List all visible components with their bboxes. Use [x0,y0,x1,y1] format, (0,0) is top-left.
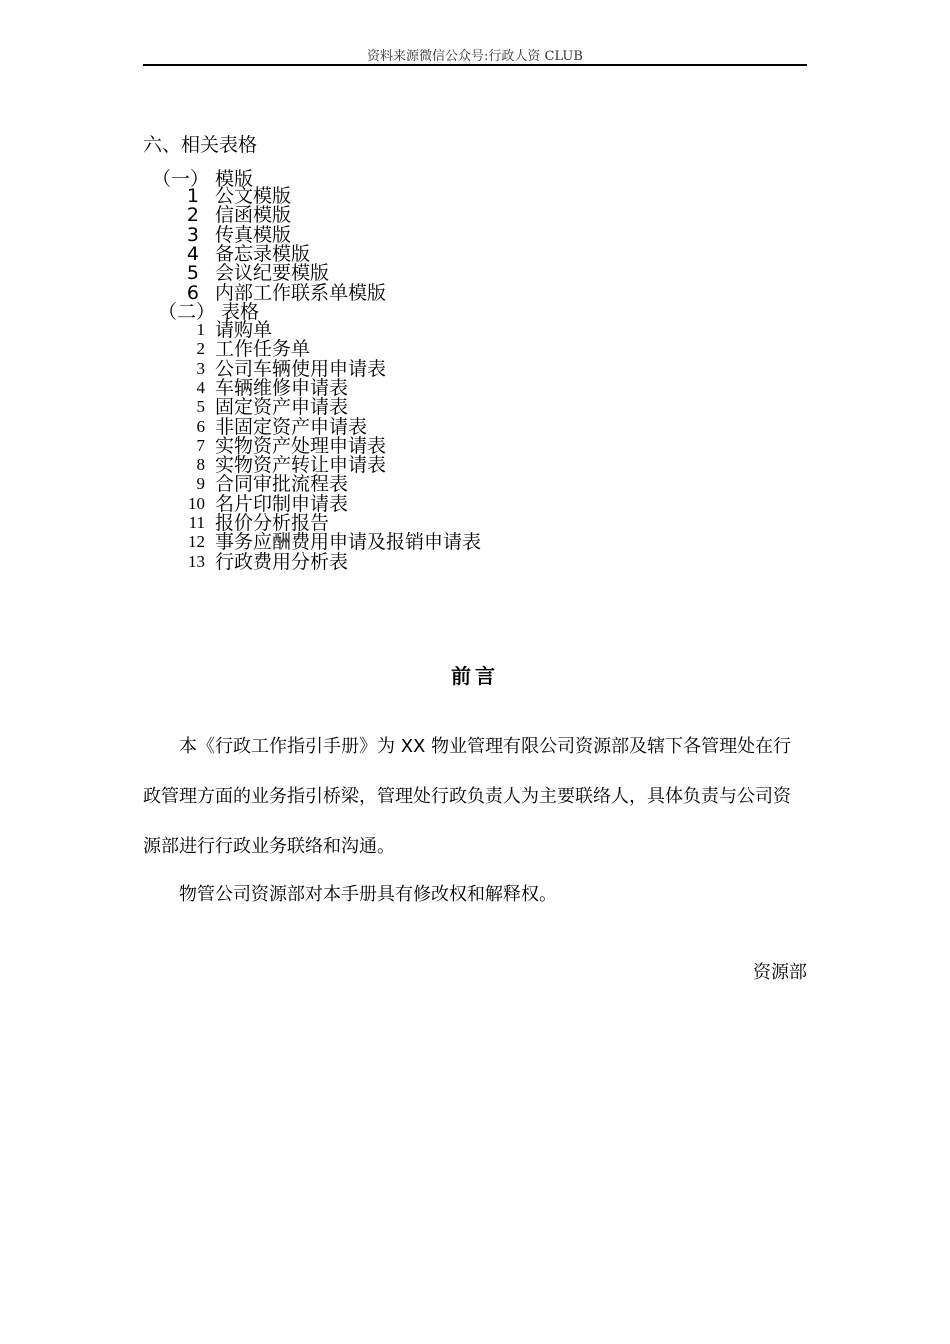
list-item-label: 公司车辆使用申请表 [215,357,387,380]
list-item-label: 信函模版 [215,204,292,227]
signature: 资源部 [753,962,807,983]
page-header: 资料来源微信公众号:行政人资 CLUB [367,49,583,64]
list-item-number: 10 [188,493,205,513]
list-item-number: 13 [188,551,205,571]
list-item-label: 会议纪要模版 [215,262,330,285]
forms-heading: （二） 表格 [158,301,260,323]
list-item-label: 合同审批流程表 [215,473,349,496]
header-divider [143,64,807,66]
list-item-label: 实物资产转让申请表 [215,454,387,477]
list-item-label: 传真模版 [215,223,292,246]
list-item-number: 6 [186,281,199,304]
list-item-number: 1 [186,185,199,207]
list-item-number: 2 [186,204,199,227]
list-item-label: 内部工作联系单模版 [215,281,387,304]
list-item-label: 非固定资产申请表 [215,415,368,438]
list-item-label: 事务应酬费用申请及报销申请表 [215,531,482,554]
list-item-label: 请购单 [215,319,273,341]
preface-rights-paragraph: 物管公司资源部对本手册具有修改权和解释权。 [179,884,557,905]
list-item-number: 4 [196,377,205,397]
list-item-number: 3 [186,223,199,246]
list-item-number: 8 [196,455,205,475]
list-item-number: 7 [196,435,205,455]
list-item-number: 3 [196,358,205,378]
list-item-number: 9 [196,474,205,494]
preface-paragraph: 本《行政工作指引手册》为 XX 物业管理有限公司资源部及辖下各管理处在行政管理方面的业务指引桥梁，管理处行政负责人为主要联络人，具体负责与公司资源部进行行政业务联络和沟通。 [143,736,792,857]
list-item-number: 4 [186,242,199,265]
section-title: 六、相关表格 [143,134,258,156]
list-item-number: 5 [196,397,205,417]
list-item-number: 1 [196,320,205,339]
list-item-number: 11 [188,513,205,532]
list-item-label: 固定资产申请表 [215,396,349,419]
list-item-number: 5 [186,262,199,285]
list-item-label: 车辆维修申请表 [215,376,349,399]
list-item-label: 报价分析报告 [215,512,330,534]
templates-heading: （一） 模版 [152,168,254,190]
list-item-label: 工作任务单 [215,338,311,361]
list-item-label: 实物资产处理申请表 [215,434,387,457]
list-item-number: 6 [196,416,205,436]
list-item-number: 12 [188,532,205,552]
list-item-label: 名片印制申请表 [215,492,349,515]
preface-title: 前言 [451,664,499,688]
list-item-label: 备忘录模版 [215,242,311,265]
list-item-number: 2 [196,339,205,359]
list-item-label: 行政费用分析表 [215,550,349,573]
list-item-label: 公文模版 [215,185,292,207]
